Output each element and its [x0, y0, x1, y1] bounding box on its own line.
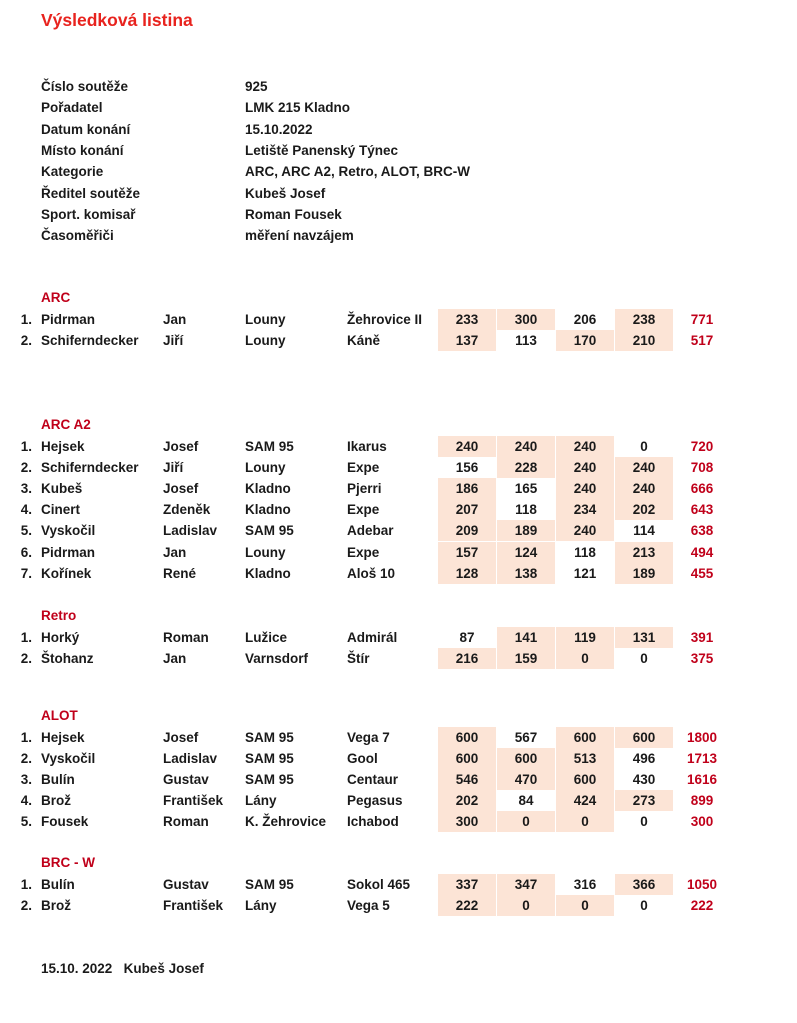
club-cell: SAM 95	[245, 438, 294, 454]
round-score-1: 216	[438, 648, 496, 669]
model-cell: Pjerri	[347, 480, 382, 496]
info-row	[0, 183, 797, 204]
result-row	[0, 499, 797, 520]
result-row	[0, 542, 797, 563]
info-row	[0, 204, 797, 225]
rank-cell: 5.	[20, 523, 32, 539]
model-cell: Ikarus	[347, 438, 387, 454]
info-value: LMK 215 Kladno	[245, 100, 351, 116]
model-cell: Sokol 465	[347, 876, 411, 892]
round-score-3: 240	[556, 478, 614, 499]
firstname-cell: Jan	[163, 311, 187, 327]
info-row	[0, 76, 797, 97]
round-score-4: 430	[632, 771, 656, 787]
info-label: Časoměřiči	[41, 228, 114, 244]
round-score-1: 546	[438, 769, 496, 790]
round-score-1: 128	[438, 563, 496, 584]
firstname-cell: Gustav	[163, 771, 209, 787]
surname-cell: Hejsek	[41, 729, 85, 745]
rank-cell: 2.	[20, 332, 32, 348]
round-score-2: 0	[497, 895, 555, 916]
firstname-cell: Josef	[163, 729, 199, 745]
round-score-4: 213	[615, 542, 673, 563]
model-cell: Štír	[347, 650, 370, 666]
info-value: měření navzájem	[245, 228, 354, 244]
firstname-cell: Ladislav	[163, 750, 218, 766]
club-cell: SAM 95	[245, 876, 294, 892]
info-value: ARC, ARC A2, Retro, ALOT, BRC-W	[245, 164, 470, 180]
total-score: 1800	[686, 729, 718, 745]
info-label: Kategorie	[41, 164, 104, 180]
round-score-4: 238	[615, 309, 673, 330]
info-label: Datum konání	[41, 121, 131, 137]
round-score-2: 600	[497, 748, 555, 769]
round-score-1: 300	[438, 811, 496, 832]
info-row	[0, 161, 797, 182]
round-score-2: 124	[497, 542, 555, 563]
round-score-4: 131	[615, 627, 673, 648]
info-value: 925	[245, 79, 268, 94]
firstname-cell: Jiří	[163, 332, 184, 348]
round-score-3: 240	[556, 457, 614, 478]
model-cell: Adebar	[347, 523, 394, 539]
rank-cell: 1.	[20, 729, 32, 745]
surname-cell: Horký	[41, 629, 80, 645]
rank-cell: 1.	[20, 438, 32, 454]
club-cell: SAM 95	[245, 729, 294, 745]
result-row	[0, 457, 797, 478]
round-score-1: 600	[438, 748, 496, 769]
firstname-cell: Zdeněk	[163, 502, 211, 518]
round-score-3: 0	[556, 895, 614, 916]
total-score: 455	[690, 565, 714, 581]
result-row	[0, 478, 797, 499]
firstname-cell: Jiří	[163, 459, 184, 475]
round-score-2: 228	[497, 457, 555, 478]
firstname-cell: Gustav	[163, 876, 209, 892]
result-row	[0, 436, 797, 457]
round-score-4: 114	[633, 523, 655, 539]
round-score-2: 159	[497, 648, 555, 669]
round-score-3: 316	[573, 876, 597, 892]
info-row	[0, 97, 797, 118]
club-cell: Lány	[245, 897, 277, 913]
round-score-3: 170	[556, 330, 614, 351]
total-score: 1616	[686, 771, 718, 787]
rank-cell: 3.	[20, 480, 32, 496]
round-score-2: 118	[515, 502, 537, 518]
result-row	[0, 790, 797, 811]
info-label: Ředitel soutěže	[41, 185, 141, 201]
total-score: 391	[690, 629, 714, 645]
rank-cell: 5.	[20, 814, 32, 830]
surname-cell: Fousek	[41, 814, 89, 830]
round-score-4: 600	[615, 727, 673, 748]
result-row	[0, 648, 797, 669]
round-score-4: 0	[640, 897, 648, 913]
round-score-3: 513	[556, 748, 614, 769]
info-row	[0, 119, 797, 140]
result-row	[0, 895, 797, 916]
round-score-4: 273	[615, 790, 673, 811]
total-score: 666	[690, 480, 714, 496]
surname-cell: Štohanz	[41, 650, 94, 666]
surname-cell: Pidrman	[41, 311, 96, 327]
round-score-1: 233	[438, 309, 496, 330]
rank-cell: 2.	[20, 750, 32, 766]
result-row	[0, 769, 797, 790]
result-row	[0, 520, 797, 541]
result-row	[0, 330, 797, 351]
club-cell: Lužice	[245, 629, 288, 645]
round-score-4: 240	[615, 478, 673, 499]
total-score: 720	[690, 438, 714, 454]
round-score-1: 156	[455, 459, 479, 475]
round-score-4: 496	[632, 750, 656, 766]
info-value: Kubeš Josef	[245, 185, 326, 201]
total-score: 638	[690, 523, 714, 539]
model-cell: Aloš 10	[347, 565, 396, 581]
info-value: Letiště Panenský Týnec	[245, 142, 399, 158]
total-score: 1050	[686, 876, 718, 892]
firstname-cell: René	[163, 565, 197, 581]
surname-cell: Kořínek	[41, 565, 92, 581]
round-score-2: 138	[497, 563, 555, 584]
round-score-4: 202	[615, 499, 673, 520]
round-score-2: 165	[514, 480, 538, 496]
rank-cell: 4.	[20, 502, 32, 518]
round-score-4: 189	[615, 563, 673, 584]
model-cell: Ichabod	[347, 814, 399, 830]
info-label: Pořadatel	[41, 100, 103, 116]
round-score-2: 0	[497, 811, 555, 832]
club-cell: Louny	[245, 332, 286, 348]
surname-cell: Schiferndecker	[41, 332, 139, 348]
surname-cell: Cinert	[41, 502, 81, 518]
model-cell: Centaur	[347, 771, 399, 787]
surname-cell: Vyskočil	[41, 750, 96, 766]
model-cell: Vega 7	[347, 729, 390, 745]
surname-cell: Pidrman	[41, 544, 96, 560]
round-score-3: 240	[556, 436, 614, 457]
rank-cell: 7.	[20, 565, 32, 581]
firstname-cell: František	[163, 897, 224, 913]
round-score-1: 240	[438, 436, 496, 457]
club-cell: SAM 95	[245, 771, 294, 787]
round-score-3: 119	[556, 627, 614, 648]
model-cell: Gool	[347, 750, 378, 766]
rank-cell: 4.	[20, 793, 32, 809]
result-row	[0, 727, 797, 748]
info-label: Číslo soutěže	[41, 79, 129, 94]
model-cell: Žehrovice II	[347, 311, 423, 327]
firstname-cell: Josef	[163, 438, 199, 454]
round-score-1: 600	[438, 727, 496, 748]
section-title: ARC A2	[41, 417, 91, 432]
round-score-4: 366	[615, 874, 673, 895]
model-cell: Pegasus	[347, 793, 403, 809]
round-score-2: 141	[497, 627, 555, 648]
total-score: 222	[690, 897, 714, 913]
result-row	[0, 748, 797, 769]
round-score-1: 202	[438, 790, 496, 811]
round-score-4: 210	[615, 330, 673, 351]
round-score-4: 0	[640, 814, 648, 830]
result-row	[0, 874, 797, 895]
firstname-cell: Ladislav	[163, 523, 218, 539]
round-score-3: 0	[556, 811, 614, 832]
round-score-2: 470	[497, 769, 555, 790]
round-score-2: 113	[515, 332, 537, 348]
rank-cell: 1.	[20, 629, 32, 645]
result-row	[0, 627, 797, 648]
club-cell: SAM 95	[245, 523, 294, 539]
total-score: 771	[690, 311, 714, 327]
round-score-4: 240	[615, 457, 673, 478]
surname-cell: Brož	[41, 897, 71, 913]
rank-cell: 6.	[20, 544, 32, 560]
result-row	[0, 309, 797, 330]
round-score-3: 424	[556, 790, 614, 811]
round-score-1: 207	[438, 499, 496, 520]
club-cell: Louny	[245, 544, 286, 560]
info-row	[0, 140, 797, 161]
model-cell: Vega 5	[347, 897, 390, 913]
round-score-2: 84	[518, 793, 534, 809]
info-row	[0, 225, 797, 246]
round-score-1: 337	[438, 874, 496, 895]
round-score-3: 600	[556, 769, 614, 790]
club-cell: K. Žehrovice	[245, 814, 327, 830]
surname-cell: Kubeš	[41, 480, 83, 496]
rank-cell: 2.	[20, 459, 32, 475]
round-score-4: 0	[640, 650, 648, 666]
section-title: BRC - W	[41, 855, 95, 870]
section-title: ARC	[41, 290, 71, 305]
total-score: 708	[690, 459, 714, 475]
club-cell: Lány	[245, 793, 277, 809]
section-title: Retro	[41, 608, 77, 623]
round-score-4: 0	[640, 438, 648, 454]
info-label: Sport. komisař	[41, 206, 136, 222]
firstname-cell: Jan	[163, 650, 187, 666]
footer-signature: 15.10. 2022 Kubeš Josef	[41, 961, 204, 976]
rank-cell: 2.	[20, 897, 32, 913]
round-score-3: 121	[573, 565, 597, 581]
firstname-cell: Jan	[163, 544, 187, 560]
rank-cell: 2.	[20, 650, 32, 666]
rank-cell: 1.	[20, 876, 32, 892]
result-row	[0, 563, 797, 584]
model-cell: Káně	[347, 332, 381, 348]
round-score-2: 189	[497, 520, 555, 541]
page-title: Výsledková listina	[41, 10, 193, 30]
total-score: 899	[690, 793, 714, 809]
club-cell: SAM 95	[245, 750, 294, 766]
round-score-3: 0	[556, 648, 614, 669]
round-score-1: 157	[438, 542, 496, 563]
round-score-1: 186	[438, 478, 496, 499]
info-value: 15.10.2022	[245, 121, 313, 137]
round-score-2: 567	[514, 729, 538, 745]
model-cell: Expe	[347, 544, 380, 560]
round-score-2: 240	[497, 436, 555, 457]
club-cell: Louny	[245, 459, 286, 475]
rank-cell: 1.	[20, 311, 32, 327]
info-value: Roman Fousek	[245, 206, 342, 222]
firstname-cell: František	[163, 793, 224, 809]
round-score-3: 600	[556, 727, 614, 748]
total-score: 643	[690, 502, 714, 518]
club-cell: Kladno	[245, 565, 291, 581]
firstname-cell: Roman	[163, 814, 209, 830]
info-label: Místo konání	[41, 142, 124, 158]
firstname-cell: Josef	[163, 480, 199, 496]
round-score-3: 206	[573, 311, 597, 327]
club-cell: Kladno	[245, 502, 291, 518]
surname-cell: Brož	[41, 793, 71, 809]
surname-cell: Bulín	[41, 876, 75, 892]
round-score-2: 300	[497, 309, 555, 330]
surname-cell: Vyskočil	[41, 523, 96, 539]
section-title: ALOT	[41, 708, 78, 723]
round-score-3: 240	[556, 520, 614, 541]
surname-cell: Schiferndecker	[41, 459, 139, 475]
round-score-3: 234	[556, 499, 614, 520]
total-score: 1713	[686, 750, 718, 766]
round-score-2: 347	[497, 874, 555, 895]
total-score: 375	[690, 650, 714, 666]
total-score: 517	[690, 332, 714, 348]
surname-cell: Hejsek	[41, 438, 85, 454]
rank-cell: 3.	[20, 771, 32, 787]
total-score: 494	[690, 544, 714, 560]
club-cell: Varnsdorf	[245, 650, 309, 666]
round-score-1: 222	[438, 895, 496, 916]
model-cell: Expe	[347, 459, 380, 475]
round-score-1: 87	[459, 629, 475, 645]
club-cell: Kladno	[245, 480, 291, 496]
club-cell: Louny	[245, 311, 286, 327]
model-cell: Admirál	[347, 629, 398, 645]
firstname-cell: Roman	[163, 629, 209, 645]
round-score-1: 137	[438, 330, 496, 351]
surname-cell: Bulín	[41, 771, 75, 787]
total-score: 300	[690, 814, 714, 830]
round-score-1: 209	[438, 520, 496, 541]
model-cell: Expe	[347, 502, 380, 518]
result-row	[0, 811, 797, 832]
round-score-3: 118	[574, 544, 596, 560]
